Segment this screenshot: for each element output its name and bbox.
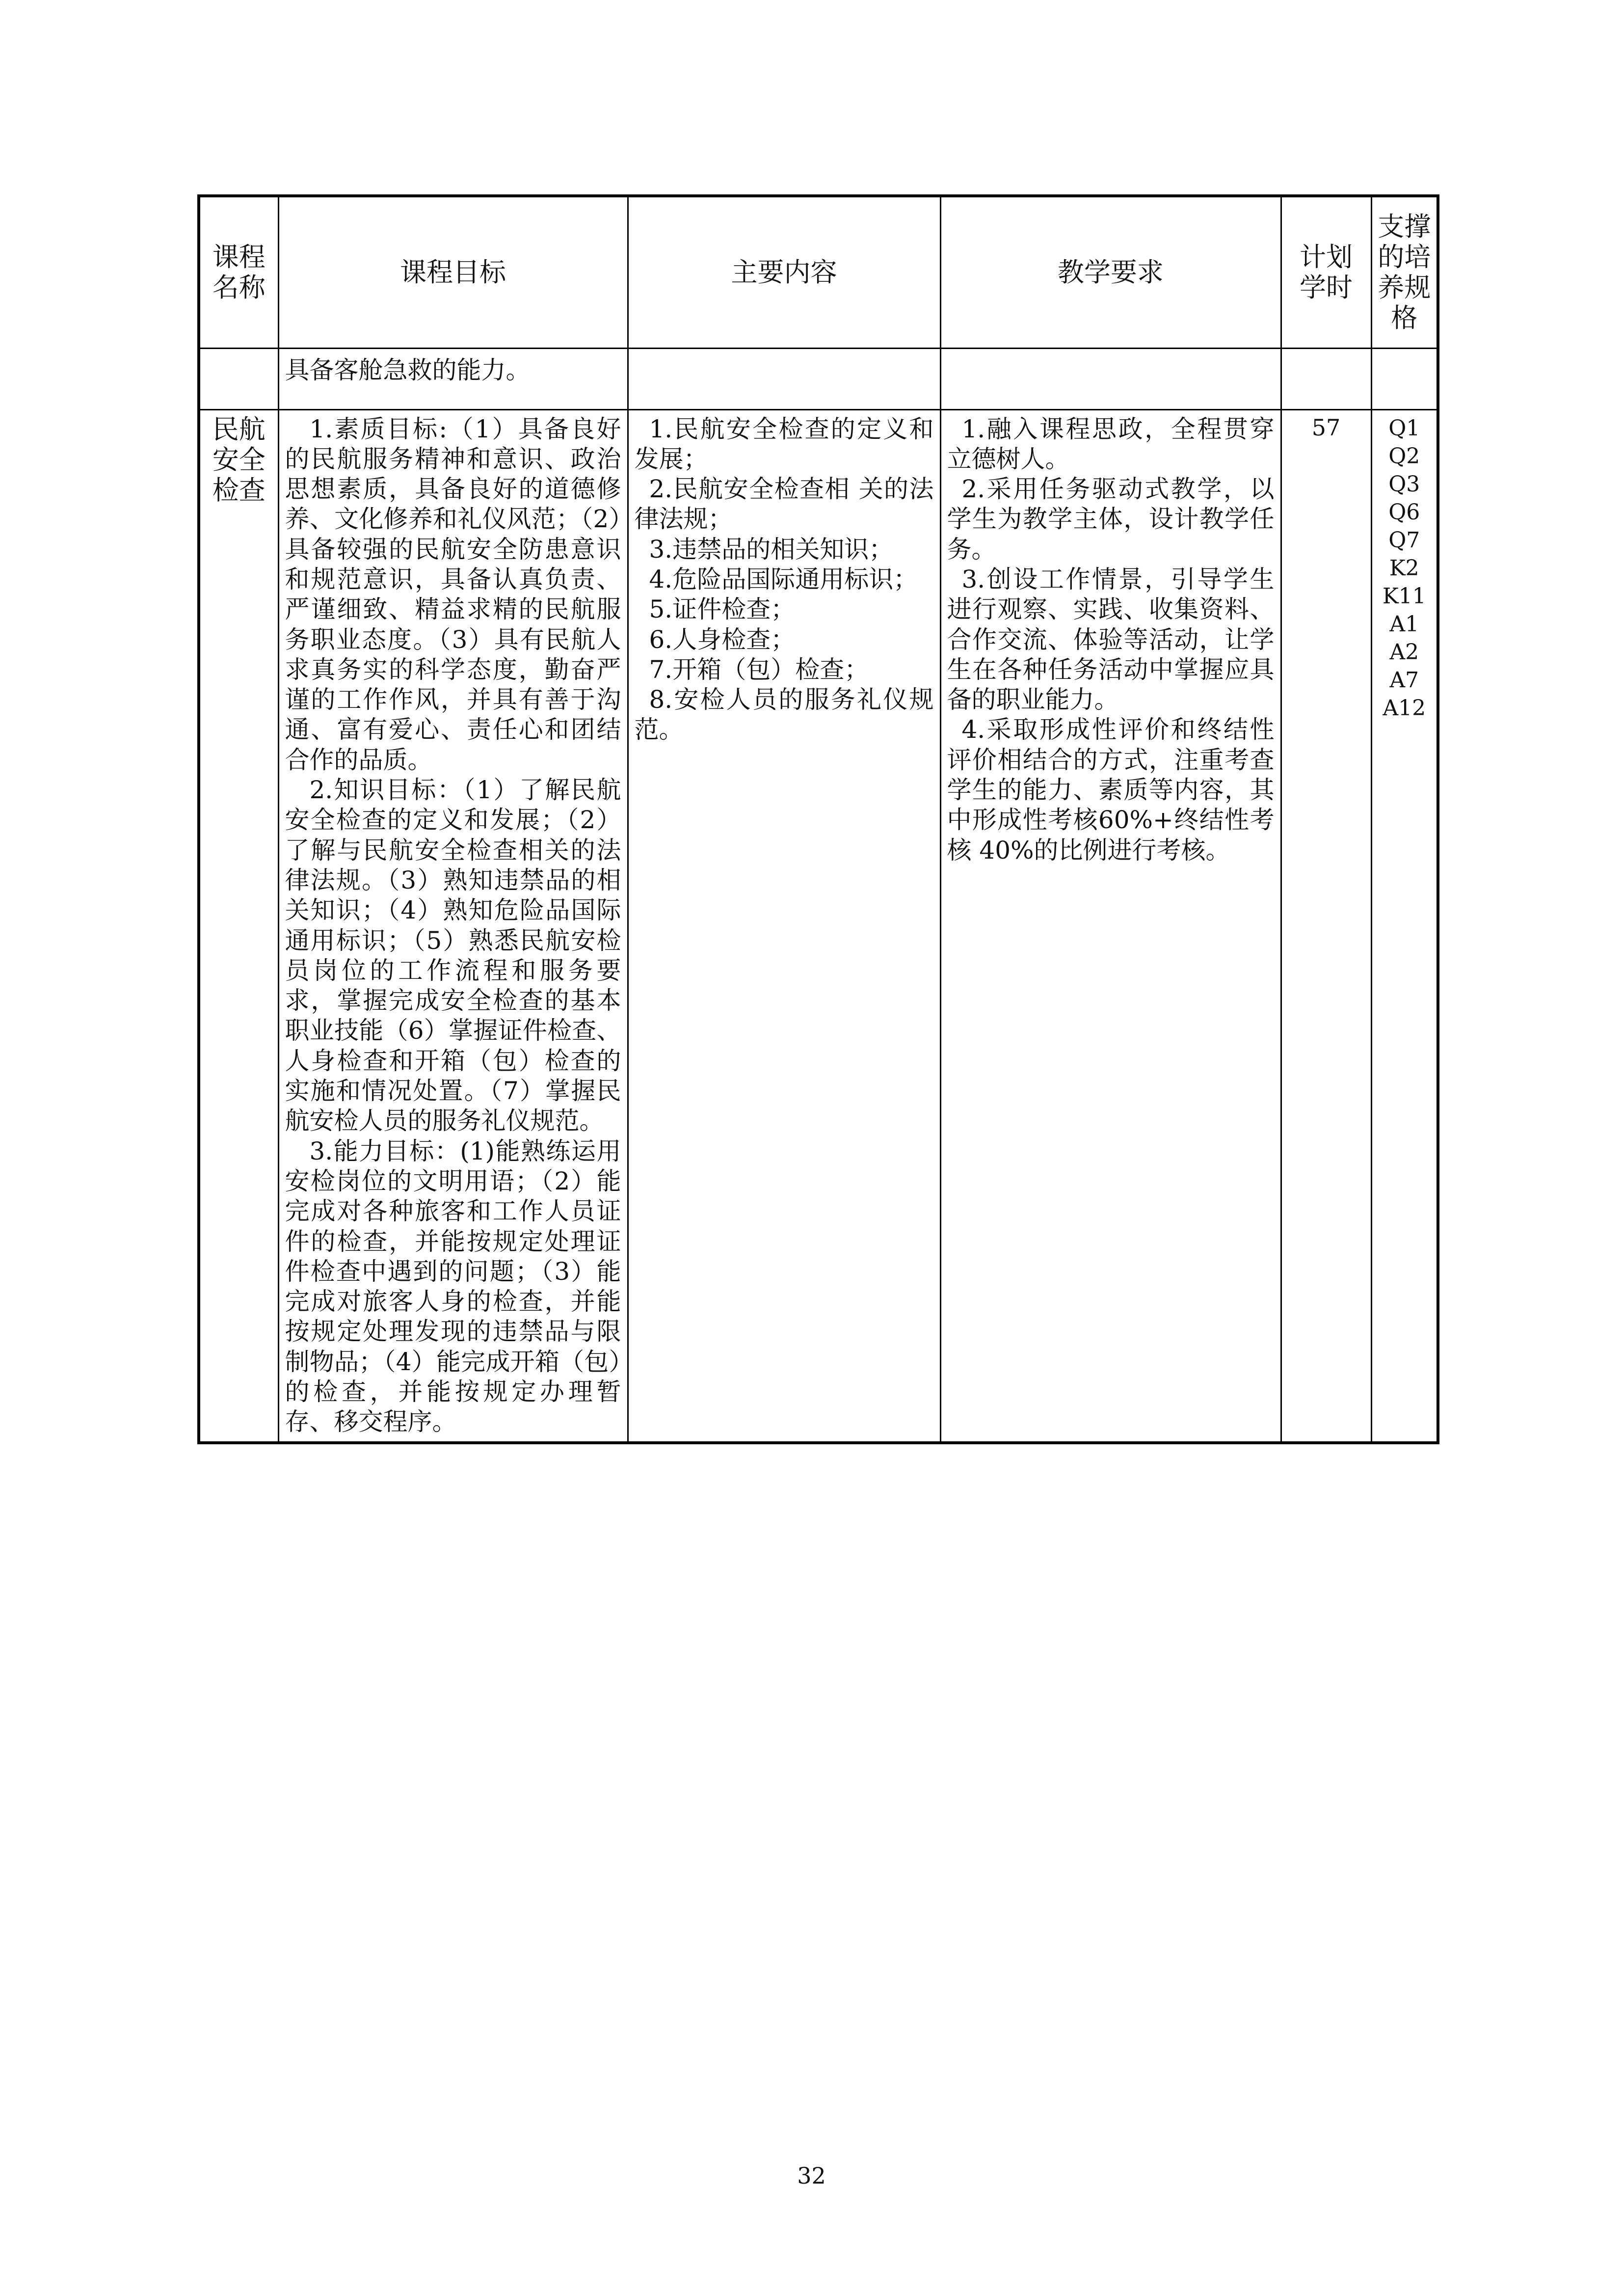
requirement-item: 4.采取形成性评价和终结性评价相结合的方式，注重考查学生的能力、素质等内容，其中形成性考核60%+终结性考核 40%的比例进行考核。 [947,715,1275,864]
content-item: 8.安检人员的服务礼仪规范。 [634,685,934,744]
page-number: 32 [797,2162,826,2189]
continuation-specs-cell [1371,348,1438,409]
content-item: 5.证件检查； [649,595,796,624]
spec-code: K11 [1382,583,1426,609]
spec-code: A7 [1389,667,1419,693]
continuation-content-cell [628,348,940,409]
content-item: 7.开箱（包）检查； [649,655,869,684]
goal-knowledge: 2.知识目标：（1）了解民航安全检查的定义和发展；（2）了解与民航安全检查相关的法律法规。（3）熟知违禁品的相关知识；（4）熟知危险品国际通用标识；（5）熟悉民航安检员岗位的工作流程和服务要求，掌握完成安全检查的基本职业技能（6）掌握证件检查、人身检查和开箱（包）检查的实施和情况处置。（7）掌握民航安检人员的服务礼仪规范。 [285,776,621,1135]
goal-quality: 1.素质目标:（1）具备良好的民航服务精神和意识、政治思想素质，具备良好的道德修养、文化修养和礼仪风范；（2）具备较强的民航安全防患意识和规范意识，具备认真负责、严谨细致、精益求精的民航服务职业态度。（3）具有民航人求真务实的科学态度，勤奋严谨的工作作风，并具有善于沟通、富有爱心、责任心和团结合作的品质。 [285,414,621,774]
goal-ability: 3.能力目标：(1)能熟练运用安检岗位的文明用语；（2）能完成对各种旅客和工作人员证件的检查，并能按规定处理证件检查中遇到的问题；（3）能完成对旅客人身的检查，并能按规定处理发现的违禁品与限制物品；（4）能完成开箱（包）的检查，并能按规定办理暂存、移交程序。 [285,1136,621,1436]
content-item: 1.民航安全检查的定义和发展； [634,414,934,473]
continuation-goal-text: 具备客舱急救的能力。 [278,348,628,409]
course-requirements [940,409,1281,1443]
spec-code: Q3 [1388,471,1420,497]
spec-code: Q7 [1388,527,1420,553]
header-course-goal: 课程目标 [278,196,628,348]
spec-code: A12 [1383,695,1426,721]
requirement-item: 2.采用任务驱动式教学，以学生为教学主体，设计教学任务。 [947,475,1275,564]
course-goals [278,409,628,1443]
spec-code: A1 [1389,611,1419,637]
continuation-hours-cell [1281,348,1371,409]
spec-code: K2 [1389,555,1419,581]
content-item: 3.违禁品的相关知识； [649,535,894,564]
course-contents [628,409,940,1443]
continuation-requirements-cell [940,348,1281,409]
spec-code: Q6 [1388,499,1420,525]
header-teaching-requirements: 教学要求 [940,196,1281,348]
course-spec-codes [1371,409,1438,1443]
continuation-row [199,348,1438,409]
continuation-name-cell [199,348,278,409]
requirement-item: 1.融入课程思政，全程贯穿立德树人。 [947,414,1275,473]
requirement-item: 3.创设工作情景，引导学生进行观察、实践、收集资料、合作交流、体验等活动，让学生在各种任务活动中掌握应具备的职业能力。 [947,565,1275,714]
header-main-content: 主要内容 [628,196,940,348]
content-item: 4.危险品国际通用标识； [649,565,918,594]
course-name: 民航安全检查 [199,409,278,1443]
content-item: 6.人身检查； [649,625,796,654]
course-table [197,194,1439,1444]
content-item: 2.民航安全检查相 关的法律法规； [634,475,934,534]
table-header-row [199,196,1438,348]
course-hours: 57 [1281,409,1371,1443]
spec-code: Q1 [1388,415,1420,441]
header-supported-specs: 支撑的培养规格 [1371,196,1438,348]
header-planned-hours: 计划学时 [1281,196,1371,348]
header-course-name: 课程名称 [199,196,278,348]
spec-code: Q2 [1388,443,1420,469]
course-row [199,409,1438,1443]
spec-code: A2 [1389,639,1419,665]
